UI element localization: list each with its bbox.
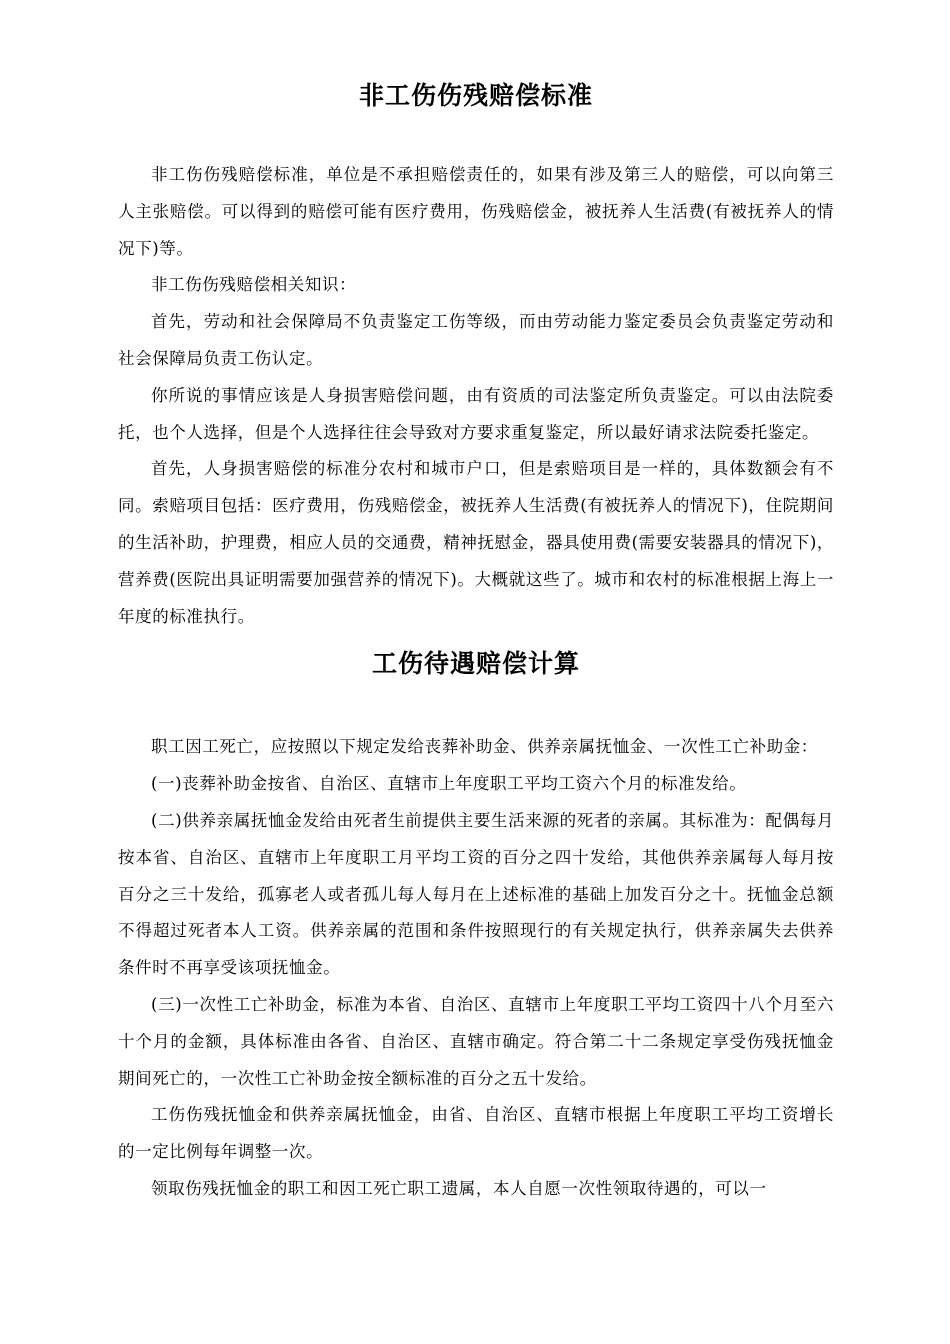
paragraph: (三)一次性工亡补助金，标准为本省、自治区、直辖市上年度职工平均工资四十八个月至六十个月的金额，具体标准由各省、自治区、直辖市确定。符合第二十二条规定享受伤残抚恤金期间死亡的，一次性工亡补助金按全额标准的百分之五十发给。 bbox=[118, 994, 834, 1088]
paragraph: 首先，人身损害赔偿的标准分农村和城市户口，但是索赔项目是一样的，具体数额会有不同。索赔项目包括：医疗费用，伤残赔偿金，被抚养人生活费(有被抚养人的情况下)，住院期间的生活补助，护理费，相应人员的交通费，精神抚慰金，器具使用费(需要安装器具的情况下)，营养费(医院出具证明需要加强营养的情况下)。大概就这些了。城市和农村的标准根据上海上一年度的标准执行。 bbox=[118, 459, 834, 626]
paragraph: 工伤伤残抚恤金和供养亲属抚恤金，由省、自治区、直辖市根据上年度职工平均工资增长的一定比例每年调整一次。 bbox=[118, 1105, 834, 1162]
paragraph: 你所说的事情应该是人身损害赔偿问题，由有资质的司法鉴定所负责鉴定。可以由法院委托，也个人选择，但是个人选择往往会导致对方要求重复鉴定，所以最好请求法院委托鉴定。 bbox=[118, 385, 834, 442]
paragraph: (一)丧葬补助金按省、自治区、直辖市上年度职工平均工资六个月的标准发给。 bbox=[151, 774, 747, 794]
section-2-title: 工伤待遇赔偿计算 bbox=[371, 649, 580, 679]
paragraph: 非工伤伤残赔偿标准，单位是不承担赔偿责任的，如果有涉及第三人的赔偿，可以向第三人主张赔偿。可以得到的赔偿可能有医疗费用，伤残赔偿金，被抚养人生活费(有被抚养人的情况下)等。 bbox=[118, 165, 834, 258]
paragraph: 领取伤残抚恤金的职工和因工死亡职工遗属，本人自愿一次性领取待遇的，可以一 bbox=[151, 1178, 767, 1198]
paragraph: 非工伤伤残赔偿相关知识： bbox=[151, 275, 357, 295]
section-1-title: 非工伤伤残赔偿标准 bbox=[358, 81, 593, 110]
document-body bbox=[118, 0, 834, 1208]
paragraph: (二)供养亲属抚恤金发给由死者生前提供主要生活来源的死者的亲属。其标准为：配偶每月按本省、自治区、直辖市上年度职工月平均工资的百分之四十发给，其他供养亲属每人每月按百分之三十发给，孤寡老人或者孤儿每人每月在上述标准的基础上加发百分之十。抚恤金总额不得超过死者本人工资。供养亲属的范围和条件按照现行的有关规定执行，供养亲属失去供养条件时不再享受该项抚恤金。 bbox=[118, 810, 834, 978]
paragraph: 职工因工死亡，应按照以下规定发给丧葬补助金、供养亲属抚恤金、一次性工亡补助金： bbox=[151, 737, 818, 757]
paragraph: 首先，劳动和社会保障局不负责鉴定工伤等级，而由劳动能力鉴定委员会负责鉴定劳动和社会保障局负责工伤认定。 bbox=[118, 312, 834, 368]
